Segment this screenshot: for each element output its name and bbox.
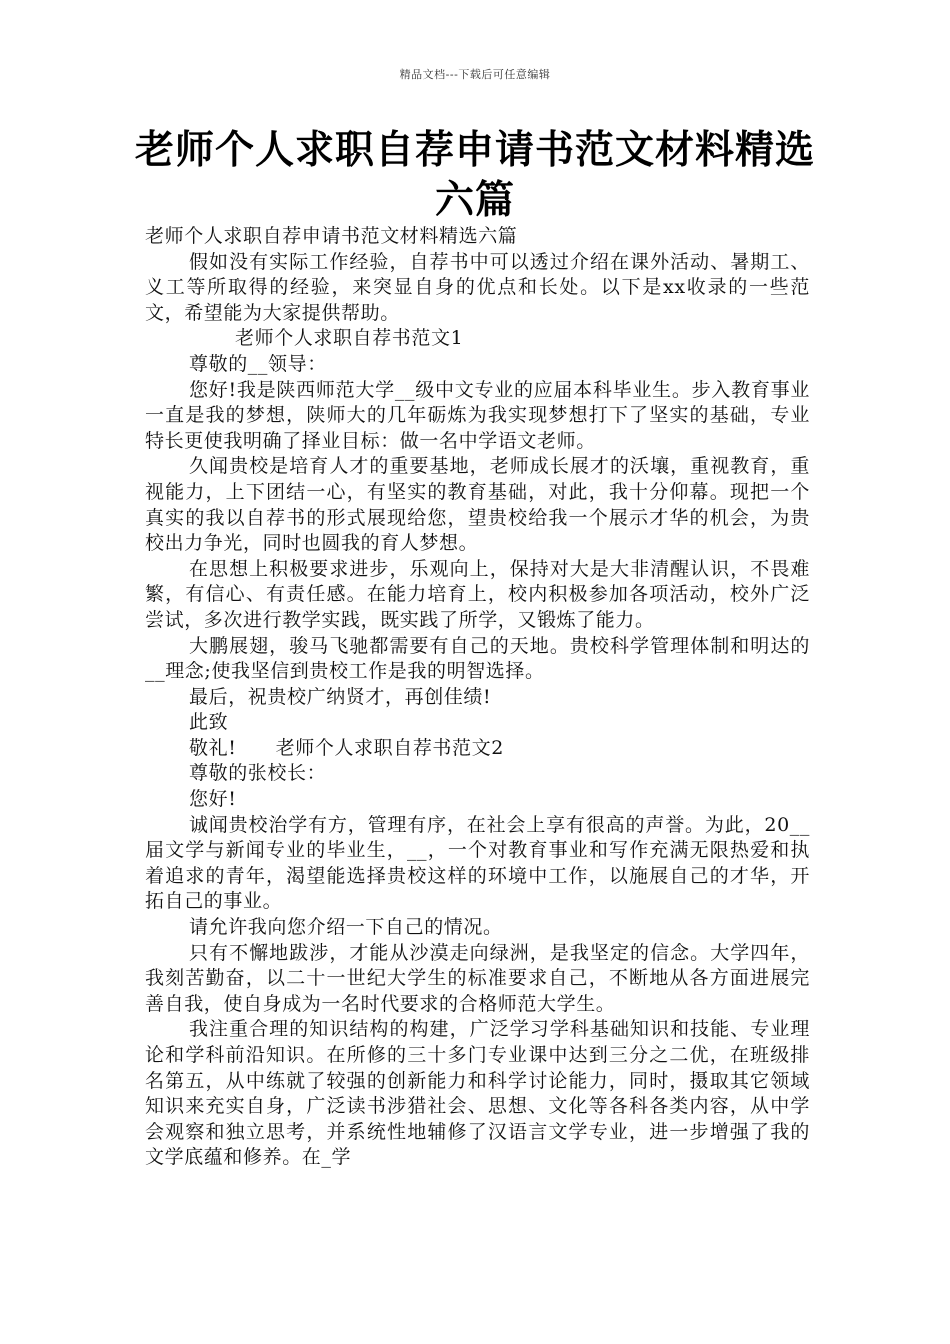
header-note: 精品文档---下载后可任意编辑 [399, 68, 551, 81]
body-paragraph: 您好!我是陕西师范大学__级中文专业的应届本科毕业生。步入教育事业一直是我的梦想，陕师大的几年砺炼为我实现梦想打下了坚实的基础，专业特长更使我明确了择业目标：做一名中学语文老师。 [145, 378, 810, 452]
body-paragraph: 我注重合理的知识结构的构建，广泛学习学科基础知识和技能、专业理论和学科前沿知识。在所修的三十多门专业课中达到三分之二优，在班级排名第五，从中练就了较强的创新能力和科学讨论能力，同时，摄取其它领域知识来充实自身，广泛读书涉猎社会、思想、文化等各科各类内容，从中学会观察和独立思考，并系统性地辅修了汉语言文学专业，进一步增强了我的文学底蕴和修养。在_学 [145, 1018, 810, 1169]
salutation: 尊敬的__领导： [189, 352, 327, 375]
intro-title-line: 老师个人求职自荐申请书范文材料精选六篇 [145, 225, 518, 247]
intro-paragraph: 假如没有实际工作经验，自荐书中可以透过介绍在课外活动、暑期工、义工等所取得的经验，来突显自身的优点和长处。以下是xx收录的一些范文，希望能为大家提供帮助。 [145, 250, 810, 324]
body-paragraph: 请允许我向您介绍一下自己的情况。 [189, 916, 503, 939]
body-paragraph: 只有不懈地跋涉，才能从沙漠走向绿洲，是我坚定的信念。大学四年，我刻苦勤奋，以二十一世纪大学生的标准要求自己，不断地从各方面进展完善自我，使自身成为一名时代要求的合格师范大学生。 [145, 941, 810, 1015]
closing-line: 此致 [189, 711, 229, 734]
body-paragraph: 诚闻贵校治学有方，管理有序，在社会上享有很高的声誉。为此，20__届文学与新闻专业的毕业生，__，一个对教育事业和写作充满无限热爱和执着追求的青年，渴望能选择贵校这样的环境中工作，以施展自己的才华，开拓自己的事业。 [145, 813, 810, 913]
body-paragraph: 久闻贵校是培育人才的重要基地，老师成长展才的沃壤，重视教育，重视能力，上下团结一心，有坚实的教育基础，对此，我十分仰幕。现把一个真实的我以自荐书的形式展现给您，望贵校给我一个展示才华的机会，为贵校出力争光，同时也圆我的育人梦想。 [145, 455, 810, 555]
document-body [145, 224, 810, 1171]
body-paragraph: 在思想上积极要求进步，乐观向上，保持对大是大非清醒认识，不畏难繁，有信心、有责任感。在能力培育上，校内积极参加各项活动，校外广泛尝试，多次进行教学实践，既实践了所学，又锻炼了能力。 [145, 557, 810, 631]
body-paragraph: 大鹏展翅，骏马飞驰都需要有自己的天地。贵校科学管理体制和明达的__理念;使我坚信到贵校工作是我的明智选择。 [145, 634, 810, 683]
document-title: 老师个人求职自荐申请书范文材料精选六篇 [134, 128, 815, 223]
salutation: 尊敬的张校长： [189, 762, 327, 785]
sample-1-heading: 老师个人求职自荐书范文1 [235, 327, 464, 350]
closing-wish: 最后，祝贵校广纳贤才，再创佳绩! [189, 685, 492, 708]
closing-and-sample-2-heading: 敬礼! 老师个人求职自荐书范文2 [189, 736, 504, 759]
greeting: 您好! [189, 788, 237, 811]
